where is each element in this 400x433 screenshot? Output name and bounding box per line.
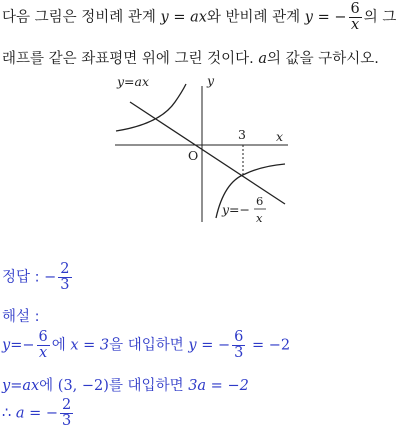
final-fraction: $\frac{2}{3}$ <box>62 397 72 430</box>
question-line-1 <box>2 2 396 33</box>
question-text: 다음 그림은 정비례 관계 <box>2 9 161 26</box>
answer-label: 정답 : <box>2 269 45 286</box>
answer-fraction: $\frac{2}{3}$ <box>60 261 70 294</box>
solution-point: (3, −2) <box>57 378 109 394</box>
final-lhs: a = − <box>15 405 59 422</box>
solution-heading-text: 해설 : <box>2 309 40 325</box>
graph-figure <box>0 72 400 232</box>
inverse-curve-left <box>116 84 186 131</box>
solution-result-lhs: y = − <box>188 337 231 354</box>
solution-direct-eq: y=ax <box>2 378 40 394</box>
solution-text: 을 대입하면 <box>109 337 189 354</box>
solution-line-2 <box>2 374 249 395</box>
solution-line-1 <box>2 330 290 361</box>
solution-text: 에 <box>51 337 71 354</box>
label-three: 3 <box>238 127 246 142</box>
answer-sign: − <box>44 269 57 286</box>
direct-line <box>130 102 285 204</box>
solution-heading <box>2 305 40 326</box>
solution-result-rhs: = −2 <box>247 337 291 354</box>
solution-result: 3a = −2 <box>188 378 249 394</box>
solution-substitution: x = 3 <box>70 337 110 354</box>
question-text: 와 반비례 관계 <box>206 9 305 26</box>
answer-line <box>2 262 74 293</box>
solution-eq-lhs: y=− <box>2 337 35 354</box>
question-text: 의 값을 구하시오. <box>267 51 379 67</box>
solution-line-3 <box>2 398 75 429</box>
label-y-axis: y <box>207 73 215 88</box>
solution-eq-fraction: $\frac{6}{x}$ <box>38 329 48 362</box>
direct-equation: y = ax <box>160 9 207 26</box>
label-inverse-num: 6 <box>256 194 264 208</box>
solution-text: 에 <box>39 378 58 394</box>
inverse-equation-lhs: y = − <box>304 9 347 26</box>
solution-result-fraction: $\frac{6}{3}$ <box>234 329 244 362</box>
label-inverse-den: x <box>256 211 263 225</box>
solution-text: 를 대입하면 <box>108 378 189 394</box>
question-text: 래프를 같은 좌표평면 위에 그린 것이다. <box>2 51 259 67</box>
label-direct: y=ax <box>117 74 150 89</box>
label-inverse-lhs: y=− <box>222 202 251 217</box>
variable-a: a <box>258 51 268 67</box>
label-origin: O <box>188 148 199 163</box>
therefore-symbol: ∴ <box>2 405 16 422</box>
question-text: 의 그 <box>363 9 397 26</box>
label-x-axis: x <box>276 129 284 144</box>
inverse-equation-fraction: $\frac{6}{x}$ <box>350 1 360 34</box>
question-line-2 <box>2 47 379 68</box>
